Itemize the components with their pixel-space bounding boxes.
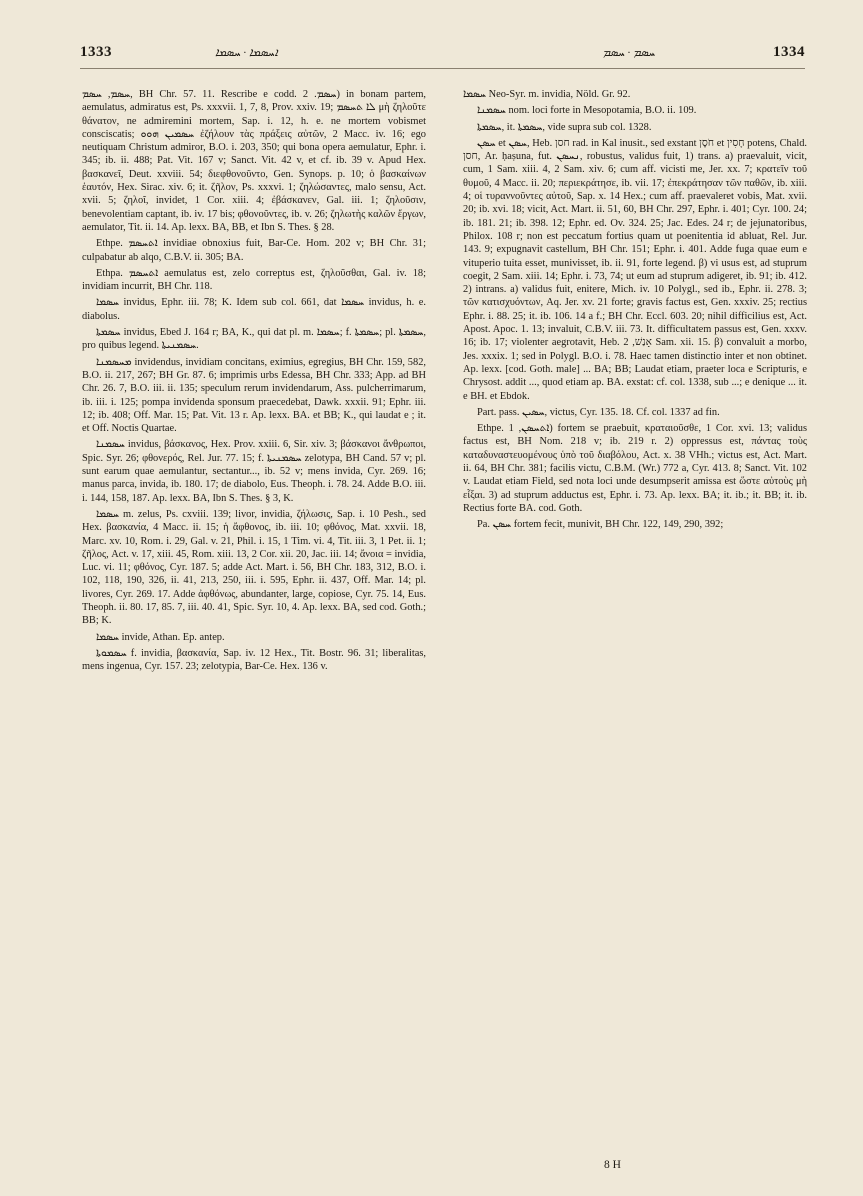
dictionary-entry: Ethpa. ܐܬܚܣܡ aemulatus est, zelo correptus est, ζηλοῦσθαι, Gal. iv. 18; invidiam incurrit, BH Chr. 118. <box>82 267 426 293</box>
dictionary-entry: ܚܣܡܬܐ invidus, Ebed J. 164 r; BA, K., qui dat pl. m. ܚܣܡܐ; f. ܚܣܡܬܐ; pl. ܚܣܡܬܐ, pro quibus legend. ܚܣܡܢܝܬܐ. <box>82 327 427 352</box>
dictionary-entry: ܚܣܡܢܐ invidus, βάσκανος, Hex. Prov. xxiii. 6, Sir. xiv. 3; βάσκανοι ἄνθρωποι, Spic. Syr. 26; φθονερός, Rel. Jur. 77. 15; f. ܚܣܡܢܝܬܐ zelotypa, BH Cand. 57 v; pl. sunt earum quae aemulantur, sectantur..., ib. 52 v; mens invida, Cyr. 269. 16; manus parca, invida, ib. 180. 17; de diabolo, Eus. Theoph. i. 78. 24. Adde B.O. iii. i. 144, 158, 187. Ap. lexx. BA, Ibn S. Thes. § 3, K. <box>82 439 426 504</box>
dictionary-entry: ܚܣܡ, ܚܣܡ, BH Chr. 57. 11. Rescribe e codd. ܚܣܡ. 2) in bonam partem, aemulatus, admiratus est, Ps. xxxvii. 1, 7, 8, Prov. xxiv. 19; ܠܐ ܬܚܣܡ μὴ ζηλοῦτε θάνατον, ne admiremini mortem, Sap. i. 12, h. e. ne mortem vobismet consciscatis; ܚܣܡܝܢ ܗܘܘ ἐζήλουν τὰς πράξεις αὐτῶν, 2 Macc. iv. 16; ego neutiquam Christum admiror, B.O. i. 203, 350; qui bona opera aemulatur, Ephr. i. 345; ib. ii. 488; Pat. Vit. 167 v; Sanct. Vit. 42 v, et cf. ib. 39 v. Apud Hex. βασκανεῖ, Deut. xxviii. 54; διεφθονοῦντο, Gen. Synops. p. 10; ὁ βασκαίνων ἑαυτόν, Hex. Sirac. xiv. 6; it. ζῆλον, Ps. xxxvi. 1; ζηλώσαντες, malo sensu, Act. xvii. 5; ζηλοῖ, invidet, 1 Cor. xiii. 4; ἐβάσκανεν, Gal. iii. 1; ζηλοῦσιν, benevolentiam captant, ib. iv. 17 bis; φθονοῦντες, ib. v. 26; ζηλωτὴς καλῶν ἔργων, aemulator, Tit. ii. 14. Ap. lexx. BA, BB, et Ibn S. Thes. § 28. <box>82 89 427 233</box>
header-rule <box>80 68 805 69</box>
dictionary-entry: ܚܣܡܐ Neo-Syr. m. invidia, Nöld. Gr. 92. <box>463 89 631 100</box>
right-column <box>463 88 807 535</box>
left-page-number: 1333 <box>80 44 112 60</box>
dictionary-entry: ܡܚܣܡܢܐ invidendus, invidiam concitans, eximius, egregius, BH Chr. 159, 582, B.O. ii. 217, 267; BH Gr. 87. 6; imprimis urbs Edessa, BH Chr. 333; App. ad BH Chr. 26. 7, B.O. iii. ii. 135; speculum rerum invidendarum, Ass. pulcherrimarum, ib. iii. i. 125; pompa invidenda sponsum praecedebat, Dawk. xxxii. 91; Ephr. iii. 12; ib. 408; Off. Mar. 15; Pat. Vit. 13 r. Ap. lexx. BA. et BB; K., qui laudat e ; it. et Off. Noctis Quartae. <box>82 356 426 435</box>
dictionary-entry: Ethpe. ܐܬܚܣܡ invidiae obnoxius fuit, Bar-Ce. Hom. 202 v; BH Chr. 31; culpabatur ab alqo, C.B.V. ii. 305; BA. <box>82 238 426 263</box>
dictionary-entry: ܚܣܡܐ invide, Athan. Ep. antep. <box>96 631 225 643</box>
right-page-number: 1334 <box>773 44 805 60</box>
right-running-head: ܚܣܡ · ܚܣܡ <box>602 47 655 59</box>
dictionary-entry: ܚܣܡܢܐ nom. loci forte in Mesopotamia, B.O. ii. 109. <box>477 105 697 117</box>
page-header <box>80 44 805 66</box>
dictionary-entry: Pa. ܚܣܢ fortem fecit, munivit, BH Chr. 122, 149, 290, 392; <box>477 519 724 531</box>
left-column <box>82 88 426 676</box>
dictionary-entry: ܚܣܡܐ invidus, Ephr. iii. 78; K. Idem sub col. 661, dat ܚܣܡܐ invidus, h. e. diabolus. <box>82 297 426 322</box>
left-running-head: ܐܚܣܡܐ · ܚܣܡܐ <box>215 47 278 59</box>
dictionary-entry: ܚܣܡܐ m. zelus, Ps. cxviii. 139; livor, invidia, ζήλωσις, Sap. i. 10 Pesh., sed Hex. βασκανία, 4 Macc. ii. 15; ἡ ἄφθονος, ib. iii. 10; φθόνος, Mat. xxvii. 18, Marc. xv. 10, Rom. i. 29, Gal. v. 21, Phil. i. 15, 1 Tim. vi. 4, Tit. iii. 3, 1 Pet. ii. 1; ζῆλος, Act. v. 17, xiii. 45, Rom. xiii. 13, 2 Cor. xii. 20, Jac. iii. 14; ἄνοια = invidia, Luc. vi. 11; φθόνος, Cyr. 187. 5; adde Act. Mart. i. 56, BH Chr. 183, 312, B.O. i. 102, 118, 190, 326, ii. 41, 213, 250, iii. i. 595, Ephr. ii. 437, Off. Mar. 14; pl. livores, Cyr. 269. 17. Adde ἀφθόνως, abundanter, large, copiose, Cyr. 75. 14, Eus. Theoph. ii. 80. 17, 85. 7, iii. 40. 41, Spic. Syr. 10, 4. Ap. lexx. BA, sed cod. Goth.; BB; K. <box>82 508 426 627</box>
dictionary-entry: ܚܣܡܘܬܐ f. invidia, βασκανία, Sap. iv. 12 Hex., Tit. Bostr. 96. 31; liberalitas, mens ingenua, Cyr. 157. 23; zelotypia, Bar-Ce. Hex. 136 v. <box>82 647 426 673</box>
dictionary-entry: Part. pass. ܚܣܝܢ, victus, Cyr. 135. 18. Cf. col. 1337 ad fin. <box>477 406 720 418</box>
dictionary-entry: ܚܣܡܬܐ, it. ܚܣܡܬܐ, vide supra sub col. 1328. <box>477 121 652 133</box>
dictionary-entry: Ethpe. ܐܬܚܣܢ, 1) fortem se praebuit, κραταιοῦσθε, 1 Cor. xvi. 13; validus factus est, BH Nom. 218 v; ib. 219 r. 2) oppressus est, πάντας τοὺς καταδυναστευομένους ὑπὸ τοῦ διαβόλου, Act. x. 38 VHh.; victus est, Act. Mart. ii. 64, BH Chr. 381; facilis victu, C.B.M. (Wr.) 772 a, Cyr. 413. 8; Sanct. Vit. 102 v. Laudat etiam Field, sed nota loci unde desumpserit amissa est ὥστε αὐτοὺς μὴ εἶξαι. 3) ad stuprum adductus est, Ephr. i. 73. Ap. lexx. BA; it. ib.; it. BB; it. ib. Rectius forte BA. cod. Goth. <box>463 423 808 514</box>
dictionary-entry: ܚܣܢ et ܚܣܢ, Heb. חסן rad. in Kal inusit., sed exstant חֹסֶן et חָסִין potens, Chald. חסן, Ar. ḥaṣuna, fut. ܢܚܣܢ, robustus, validus fuit, 1) trans. a) praevaluit, vicit, cum, 1 Sam. xiii. 4, 2 Sam. xiv. 6; cum aff. vicisti me, Jer. xx. 7; κρατεῖν τοῦ θυμοῦ, 4 Macc. ii. 20; περιεκράτησε, ib. vii. 17; ἐπεκράτησαν τῶν παθῶν, ib. xiii. 4; οἱ τυραννοῦντες αὐτοῦ, Sap. x. 14 Hex.; cum aff. praevaleret vobis, Mat. xvii. 20; ib. xvi. 18; vicit, Act. Mart. ii. 51, 60, BH Chr. 297, Ephr. i. 401; Cyr. 100. 24; ib. 181. 21; ib. 398. 12; Ephr. ed. Ov. 324. 25; Jac. Edes. 24 r; de jejunatoribus, Philox. 108 r; non est peccatum fortius quam ut poenitentia id abluat, Rel. Jur. 143. 9; expugnavit castellum, BH Chr. 151; Ephr. i. 401. Adde fuga quae eum e vituperio tuita esset, munivisset, ib. ii. 91, forte legend. β) vi usus est, ad stuprum coegit, 2 Sam. xiii. 14; Ephr. i. 73, 74; ut eum ad stuprum adigeret, ib. 91; ib. 412. 2) intrans. a) validus fuit, enitere, Mich. iv. 10 Polygl., sed ib., Ephr. ii. 278. 3; τῶν κατισχυόντων, Aq. Jer. xv. 21 forte; gravis factus est, Gen. xxxiv. 25; rectius Ephr. i. 88. 25; it. ib. 106. 14 a f.; BH Chr. Eccl. 603. 20; nihil difficilius est, Act. Apost. Apoc. 1. 13; invaluit, C.B.V. iii. 73. It. difficultatem passus est, Gen. xxxv. 16; ib. 17; violenter aegrotavit, Heb. אָנַשׁ, 2 Sam. xii. 15. β) convaluit a morbo, Jes. xxxix. 1; sed in Polygl. B.O. i. 78. Haec tamen distinctio inter et non obtinet. Ap. lexx. [cod. Goth. male] ... BA; BB; Laudat etiam, praeter loca e Scripturis, e Chrysost. addit ..., quod etiam ap. BA. exstat: cf. col. 1338, sub ...; e denique ... it. e BH. et Ebdok. <box>463 137 808 402</box>
signature-mark: 8 H <box>604 1159 621 1171</box>
